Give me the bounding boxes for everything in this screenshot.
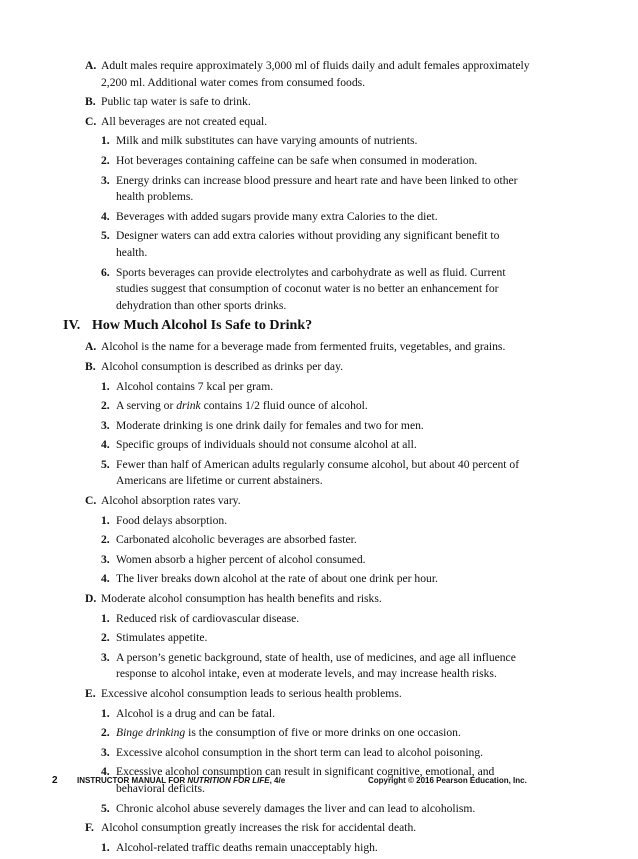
outline-subitem <box>0 571 638 588</box>
footer-copyright: Copyright © 2016 Pearson Education, Inc. <box>368 776 527 785</box>
section-heading <box>0 317 638 335</box>
outline-subitem <box>0 265 638 315</box>
item-label: B. <box>85 95 96 109</box>
outline-subitem <box>0 725 638 742</box>
item-text: Beverages with added sugars provide many extra Calories to the diet. <box>116 209 438 223</box>
item-text: Excessive alcohol consumption leads to serious health problems. <box>101 687 402 700</box>
outline-item <box>0 686 638 703</box>
item-label: E. <box>85 687 96 700</box>
item-label: B. <box>85 359 96 373</box>
item-label: C. <box>85 494 97 508</box>
item-label: A. <box>85 59 97 72</box>
item-label: 4. <box>101 572 110 586</box>
item-text: Alcohol contains 7 kcal per gram. <box>116 379 274 393</box>
item-text: Specific groups of individuals should not consume alcohol at all. <box>116 438 417 452</box>
outline-item <box>0 339 638 356</box>
item-label: 2. <box>101 533 110 547</box>
outline-subitem <box>0 801 638 818</box>
outline-item <box>0 94 638 111</box>
footer-title-prefix: INSTRUCTOR MANUAL FOR <box>77 776 188 785</box>
item-label: 5. <box>101 229 110 243</box>
item-text: How Much Alcohol Is Safe to Drink? <box>92 318 313 334</box>
item-text: All beverages are not created equal. <box>101 114 268 128</box>
outline-content <box>0 58 638 859</box>
outline-subitem <box>0 437 638 454</box>
footer-title-suffix: , 4/e <box>269 776 286 785</box>
outline-subitem <box>0 513 638 530</box>
item-label: D. <box>85 592 97 606</box>
item-label: 2. <box>101 726 110 740</box>
item-text: Fewer than half of American adults regularly consume alcohol, but about 40 percent of Americans are lifetime or current abstainers. <box>116 457 520 488</box>
item-text: Alcohol consumption is described as drinks per day. <box>101 359 344 373</box>
item-text: Alcohol is the name for a beverage made from fermented fruits, vegetables, and grains. <box>101 340 506 354</box>
outline-subitem <box>0 552 638 569</box>
outline-subitem <box>0 153 638 170</box>
item-text: Sports beverages can provide electrolytes and carbohydrate as well as fluid. Current studies suggest that consumption of coconut water is no better an enhancement for dehydration than other sports drinks. <box>116 265 506 312</box>
outline-subitem <box>0 228 638 261</box>
outline-subitem <box>0 650 638 683</box>
item-term: Binge drinking <box>116 726 186 740</box>
item-text <box>116 398 532 415</box>
item-label: 2. <box>101 399 110 413</box>
item-label: 3. <box>101 173 110 187</box>
item-text: A person’s genetic background, state of health, use of medicines, and age all influence response to alcohol intake, even at moderate levels, and may increase health risks. <box>116 650 516 681</box>
outline-subitem <box>0 840 638 857</box>
item-text: Adult males require approximately 3,000 ml of fluids daily and adult females approximately 2,200 ml. Additional water comes from consumed foods. <box>101 59 530 89</box>
item-text-rest: is the consumption of five or more drinks on one occasion. <box>185 726 461 740</box>
item-label: F. <box>85 821 94 835</box>
item-text: Alcohol absorption rates vary. <box>101 494 241 508</box>
item-label: 4. <box>101 765 110 779</box>
item-text: Stimulates appetite. <box>116 631 208 645</box>
outline-subitem <box>0 173 638 206</box>
item-label: 3. <box>101 552 110 566</box>
item-text: Excessive alcohol consumption can result in significant cognitive, emotional, and behavioral deficits. <box>116 765 495 795</box>
item-text: Milk and milk substitutes can have varying amounts of nutrients. <box>116 134 418 148</box>
outline-subitem <box>0 133 638 150</box>
outline-subitem <box>0 457 638 490</box>
outline-subitem <box>0 630 638 647</box>
outline-item <box>0 820 638 837</box>
item-text: Energy drinks can increase blood pressure and heart rate and have been linked to other health problems. <box>116 173 518 204</box>
footer-title <box>77 776 285 785</box>
item-label: 2. <box>101 631 110 645</box>
page-footer <box>0 776 638 790</box>
item-text: Reduced risk of cardiovascular disease. <box>116 611 300 625</box>
item-label: IV. <box>63 318 81 334</box>
item-text: Food delays absorption. <box>116 513 228 527</box>
item-label: 4. <box>101 438 110 452</box>
outline-item <box>0 591 638 608</box>
outline-item <box>0 359 638 376</box>
item-term: drink <box>176 399 201 413</box>
item-text: Carbonated alcoholic beverages are absorbed faster. <box>116 533 357 547</box>
item-text: Moderate alcohol consumption has health benefits and risks. <box>101 592 382 606</box>
item-label: 2. <box>101 153 110 167</box>
item-text-rest: contains 1/2 fluid ounce of alcohol. <box>200 399 368 413</box>
outline-subitem <box>0 532 638 549</box>
page-number: 2 <box>52 775 58 786</box>
item-label: 3. <box>101 650 110 664</box>
outline-subitem <box>0 379 638 396</box>
item-text: Chronic alcohol abuse severely damages the liver and can lead to alcoholism. <box>116 801 476 815</box>
outline-subitem <box>0 418 638 435</box>
item-label: 3. <box>101 418 110 432</box>
item-label: 3. <box>101 745 110 759</box>
outline-subitem <box>0 611 638 628</box>
item-text: Alcohol consumption greatly increases the risk for accidental death. <box>101 821 417 835</box>
item-text: Public tap water is safe to drink. <box>101 95 251 109</box>
item-label: 5. <box>101 457 110 471</box>
item-text <box>116 725 532 742</box>
outline-item <box>0 114 638 131</box>
item-text: Moderate drinking is one drink daily for females and two for men. <box>116 418 424 432</box>
item-label: C. <box>85 114 97 128</box>
outline-subitem <box>0 745 638 762</box>
item-text: Alcohol-related traffic deaths remain unacceptably high. <box>116 840 378 854</box>
item-text: Women absorb a higher percent of alcohol consumed. <box>116 552 366 566</box>
item-text: The liver breaks down alcohol at the rate of about one drink per hour. <box>116 572 438 586</box>
item-text-lead: A serving or <box>116 399 177 413</box>
item-label: 5. <box>101 801 110 815</box>
item-text: Excessive alcohol consumption in the short term can lead to alcohol poisoning. <box>116 745 484 759</box>
item-text: Alcohol is a drug and can be fatal. <box>116 706 276 720</box>
outline-subitem <box>0 398 638 415</box>
item-text: Designer waters can add extra calories without providing any significant benefit to health. <box>116 229 500 259</box>
item-label: A. <box>85 340 97 354</box>
footer-title-book: NUTRITION FOR LIFE <box>187 776 270 785</box>
outline-item <box>0 58 638 91</box>
outline-subitem <box>0 209 638 226</box>
item-label: 1. <box>101 134 110 148</box>
item-label: 1. <box>101 611 110 625</box>
item-label: 6. <box>101 265 110 279</box>
item-label: 1. <box>101 513 110 527</box>
item-label: 1. <box>101 706 110 720</box>
item-label: 1. <box>101 840 110 854</box>
outline-subitem <box>0 706 638 723</box>
item-text: Hot beverages containing caffeine can be safe when consumed in moderation. <box>116 153 478 167</box>
item-label: 4. <box>101 209 110 223</box>
item-label: 1. <box>101 379 110 393</box>
outline-item <box>0 493 638 510</box>
